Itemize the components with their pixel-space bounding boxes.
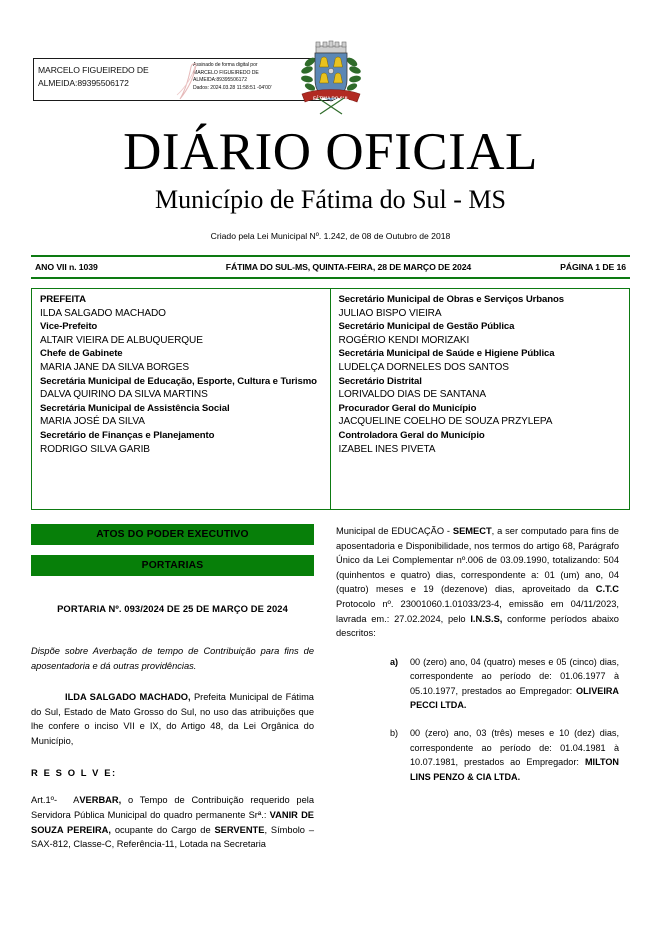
official-title: Controladora Geral do Município bbox=[338, 429, 485, 441]
officials-column-right bbox=[331, 289, 630, 509]
portaria-continuation bbox=[336, 524, 619, 641]
official-name: JULIAO BISPO VIEIRA bbox=[338, 307, 442, 319]
period-items-list bbox=[336, 655, 619, 784]
page-title: DIÁRIO OFICIAL bbox=[123, 123, 538, 181]
official-name: LUDELÇA DORNELES DOS SANTOS bbox=[338, 361, 509, 373]
coat-of-arms-banner-text: FÁTIMA DO SUL bbox=[313, 95, 349, 101]
signature-name-line2: ALMEIDA:89395506172 bbox=[38, 78, 129, 88]
infobar-city-date: FÁTIMA DO SUL-MS, QUINTA-FEIRA, 28 DE MARÇO DE 2024 bbox=[225, 262, 472, 272]
official-title: Secretário Municipal de Obras e Serviços Urbanos bbox=[338, 294, 565, 305]
official-title: Procurador Geral do Município bbox=[338, 402, 477, 414]
official-name: MARIA JANE DA SILVA BORGES bbox=[40, 361, 190, 373]
signature-name bbox=[34, 59, 192, 100]
official-title: PREFEITA bbox=[40, 294, 86, 305]
officials-box bbox=[31, 288, 630, 510]
period-item-description: 00 (zero) ano, 04 (quatro) meses e 05 (cinco) dias, correspondente ao período de: 01.06.1977 à 05.10.1977, prestados ao Empregador: bbox=[410, 656, 619, 696]
infobar-page-number: PÁGINA 1 DE 16 bbox=[560, 262, 626, 272]
continuation-text-3: Protocolo nº. 23001060.1.01033/23-4, emissão em 04/11/2023, lavrada em.: 27.02.2024, pelo bbox=[336, 598, 619, 624]
official-name: ALTAIR VIEIRA DE ALBUQUERQUE bbox=[40, 334, 203, 346]
official-title: Secretário de Finanças e Planejamento bbox=[40, 429, 215, 441]
body-column-right bbox=[336, 524, 619, 852]
body-column-left bbox=[31, 524, 314, 852]
official-title: Secretário Municipal de Gestão Pública bbox=[338, 321, 515, 333]
period-item-label: b) bbox=[390, 728, 399, 739]
official-title: Chefe de Gabinete bbox=[40, 348, 123, 360]
semect-acronym: SEMECT bbox=[452, 526, 492, 536]
portaria-preamble bbox=[31, 690, 314, 748]
resolve-label: R E S O L V E: bbox=[31, 767, 117, 779]
signature-detail-line1: Assinado de forma digital por bbox=[193, 62, 258, 68]
period-item bbox=[336, 726, 619, 784]
signature-detail-line4: Dados: 2024.03.28 11:58:51 -04'00' bbox=[193, 84, 272, 91]
preamble-rest: Prefeita Municipal de Fátima do Sul, Estado de Mato Grosso do Sul, no uso das atribuições que lhe confere o inciso VII e IX, do Artigo 48, da Lei Orgânica do Município, bbox=[31, 692, 314, 746]
article-text-3: , Símbolo – SAX-812, Classe-C, Referência-11, Lotada na Secretaria bbox=[31, 824, 314, 850]
signature-name-line1: MARCELO FIGUEIREDO DE bbox=[38, 65, 149, 75]
official-title: Secretária Municipal de Educação, Esporte, Cultura e Turismo bbox=[40, 375, 317, 387]
portaria-ementa: Dispõe sobre Averbação de tempo de Contribuição para fins de aposentadoria e dá outras providências. bbox=[31, 646, 314, 671]
official-name: JACQUELINE COELHO DE SOUZA PRZYLEPA bbox=[338, 416, 553, 428]
continuation-text-2: , a ser computado para fins de aposentadoria e Disponibilidade, nos termos do artigo 68, Parágrafo Único da Lei Complementar nº.006 de 03.09.1990, totalizando: 504 (quinhentos e quatro) dias, correspondente a: 01 (um) ano, 04 (quatro) meses e 19 (dezenove) dias, aproveitado da bbox=[336, 526, 619, 595]
official-title: Secretário Distrital bbox=[338, 375, 422, 387]
period-item-employer: OLIVEIRA PECCI LTDA. bbox=[410, 685, 619, 710]
article-a: A bbox=[73, 795, 80, 806]
period-item bbox=[336, 655, 619, 713]
article-averbar: VERBAR, bbox=[79, 795, 122, 806]
portaria-heading: PORTARIA Nº. 093/2024 DE 25 DE MARÇO DE 2024 bbox=[57, 603, 288, 614]
period-item-label: a) bbox=[390, 656, 399, 667]
masthead bbox=[0, 0, 661, 118]
period-item-text bbox=[410, 655, 619, 713]
ctc-acronym: C.T.C bbox=[595, 584, 619, 595]
official-title: Secretária Municipal de Assistência Social bbox=[40, 402, 230, 414]
banner-atos-poder-executivo: ATOS DO PODER EXECUTIVO bbox=[31, 524, 314, 545]
preamble-mayor-name: ILDA SALGADO MACHADO, bbox=[65, 692, 191, 702]
body-columns bbox=[31, 524, 630, 852]
page-subtitle: Município de Fátima do Sul - MS bbox=[155, 185, 506, 214]
official-name: ROGÉRIO KENDI MORIZAKI bbox=[338, 334, 470, 346]
infobar bbox=[31, 257, 630, 277]
official-name: RODRIGO SILVA GARIB bbox=[40, 443, 150, 455]
article-servidora-name: VANIR DE SOUZA PEREIRA, bbox=[31, 809, 314, 835]
digital-signature-box bbox=[33, 58, 333, 101]
official-name: LORIVALDO DIAS DE SANTANA bbox=[338, 389, 486, 401]
continuation-text-1: Municipal de EDUCAÇÃO - bbox=[336, 526, 451, 536]
continuation-text-4: conforme períodos abaixo descritos: bbox=[336, 613, 619, 639]
article-text-1: o Tempo de Contribuição requerido pela Servidora Pública Municipal do quadro permanente Srª.: bbox=[31, 795, 314, 820]
official-name: DALVA QUIRINO DA SILVA MARTINS bbox=[40, 389, 208, 401]
period-item-description: 00 (zero) ano, 03 (três) meses e 10 (dez) dias, correspondente ao período de: 01.04.1981 à 10.07.1981, prestados ao Empregador: bbox=[410, 728, 619, 768]
article-cargo: SERVENTE bbox=[214, 824, 265, 835]
portaria-article-1 bbox=[31, 793, 314, 851]
article-label: Art.1º- bbox=[31, 795, 58, 806]
official-title: Secretária Municipal de Saúde e Higiene Pública bbox=[338, 348, 555, 360]
officials-column-left bbox=[32, 289, 331, 509]
creation-law-line: Criado pela Lei Municipal Nº. 1.242, de 08 de Outubro de 2018 bbox=[210, 231, 451, 241]
signature-detail-line2: MARCELO FIGUEIREDO DE bbox=[193, 69, 259, 76]
infobar-year-issue: ANO VII n. 1039 bbox=[35, 262, 98, 272]
official-name: IZABEL INES PIVETA bbox=[338, 443, 436, 455]
article-text-2: ocupante do Cargo de bbox=[114, 824, 211, 835]
official-name: ILDA SALGADO MACHADO bbox=[40, 307, 166, 319]
infobar-rule-bottom bbox=[31, 277, 630, 279]
period-item-text bbox=[410, 726, 619, 784]
inss-acronym: I.N.S.S, bbox=[470, 613, 503, 624]
official-name: MARIA JOSÉ DA SILVA bbox=[40, 416, 145, 428]
banner-portarias: PORTARIAS bbox=[31, 555, 314, 576]
period-item-employer: MILTON LINS PENZO & CIA LTDA. bbox=[410, 757, 619, 782]
coat-of-arms-icon bbox=[296, 38, 366, 116]
signature-detail-line3: ALMEIDA:89395506172 bbox=[193, 77, 247, 84]
official-title: Vice-Prefeito bbox=[40, 321, 98, 333]
